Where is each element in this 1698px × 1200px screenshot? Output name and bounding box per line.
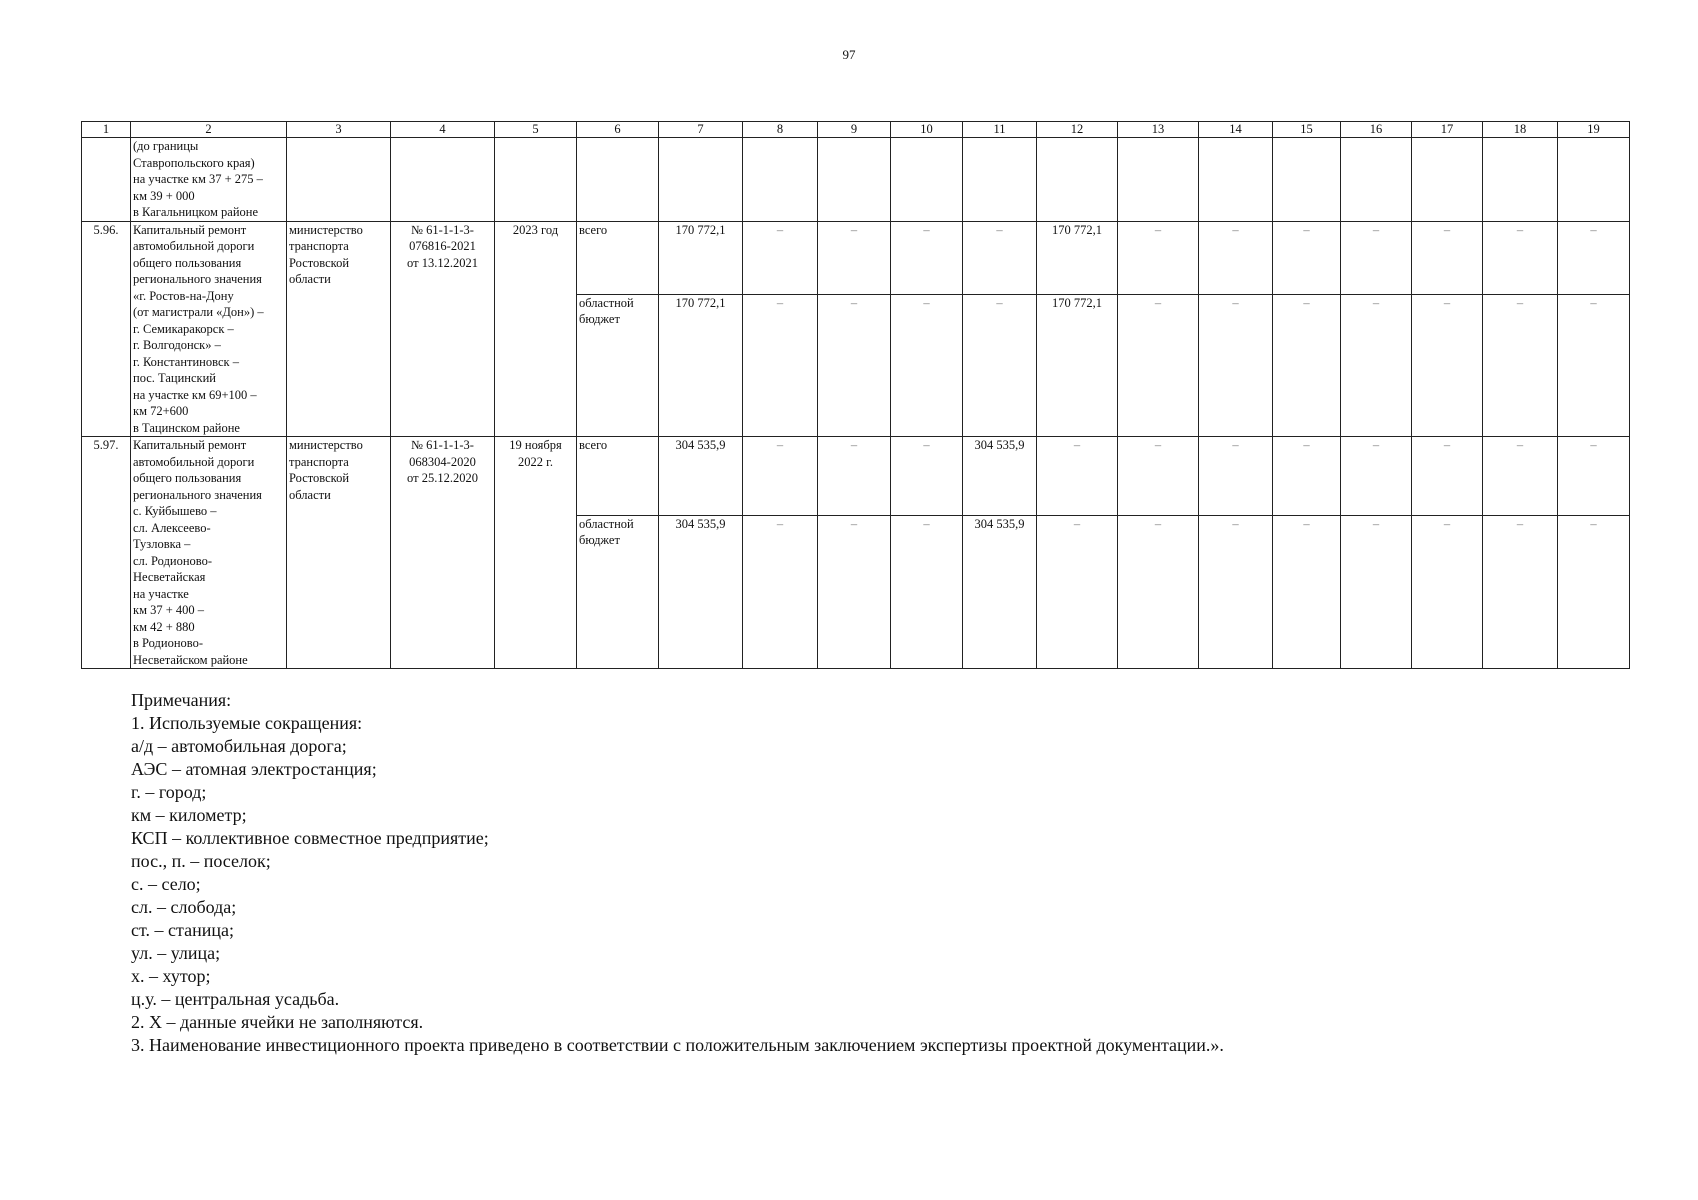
dash-cell: –	[1341, 515, 1412, 668]
dash-cell: –	[1118, 437, 1199, 516]
empty-cell	[818, 138, 891, 222]
dash-cell: –	[818, 437, 891, 516]
notes-title: Примечания:	[131, 690, 232, 710]
amount-cell: 170 772,1	[1037, 294, 1118, 436]
note-line: ул. – улица;	[131, 943, 221, 963]
funding-source-cell: всего	[577, 221, 659, 294]
note-line: а/д – автомобильная дорога;	[131, 736, 347, 756]
column-header: 12	[1037, 122, 1118, 138]
column-header: 15	[1273, 122, 1341, 138]
customer-cell: министерство транспорта Ростовской области	[287, 221, 391, 437]
dash-cell: –	[1483, 294, 1558, 436]
empty-cell	[82, 138, 131, 222]
empty-cell	[577, 138, 659, 222]
dash-cell: –	[1412, 294, 1483, 436]
amount-cell: 304 535,9	[963, 515, 1037, 668]
table-row	[82, 221, 1630, 294]
empty-cell	[1118, 138, 1199, 222]
column-header: 1	[82, 122, 131, 138]
funding-source-cell: всего	[577, 437, 659, 516]
row-number-cell: 5.97.	[82, 437, 131, 669]
column-header: 19	[1558, 122, 1630, 138]
empty-cell	[287, 138, 391, 222]
dash-cell: –	[1483, 437, 1558, 516]
dash-cell: –	[1483, 515, 1558, 668]
dash-cell: –	[963, 294, 1037, 436]
header-row	[82, 122, 1630, 138]
dash-cell: –	[743, 221, 818, 294]
dash-cell: –	[1273, 221, 1341, 294]
note-line: ст. – станица;	[131, 920, 234, 940]
dash-cell: –	[1273, 294, 1341, 436]
column-header: 16	[1341, 122, 1412, 138]
amount-cell: 304 535,9	[963, 437, 1037, 516]
empty-cell	[1483, 138, 1558, 222]
deadline-cell: 2023 год	[495, 221, 577, 437]
dash-cell: –	[1558, 515, 1630, 668]
note-line: г. – город;	[131, 782, 207, 802]
column-header: 13	[1118, 122, 1199, 138]
note-line: пос., п. – поселок;	[131, 851, 271, 871]
dash-cell: –	[1558, 437, 1630, 516]
column-header: 8	[743, 122, 818, 138]
dash-cell: –	[891, 515, 963, 668]
note-line: КСП – коллективное совместное предприятие;	[131, 828, 489, 848]
customer-cell: министерство транспорта Ростовской области	[287, 437, 391, 669]
empty-cell	[891, 138, 963, 222]
column-header: 7	[659, 122, 743, 138]
dash-cell: –	[743, 515, 818, 668]
column-header: 10	[891, 122, 963, 138]
dash-cell: –	[1412, 515, 1483, 668]
note-line: 3. Наименование инвестиционного проекта приведено в соответствии с положительным заключением экспертизы проектной документации.».	[131, 1035, 1224, 1055]
project-name-cell: Капитальный ремонт автомобильной дороги общего пользования регионального значения с. Куйбышево – сл. Алексеево- Тузловка – сл. Родионово- Несветайская на участке км 37 + 400 – км 42 + 880 в Родионово- Несветайском районе	[131, 437, 287, 669]
notes-block	[131, 689, 1611, 1057]
column-header: 3	[287, 122, 391, 138]
dash-cell: –	[743, 437, 818, 516]
dash-cell: –	[891, 221, 963, 294]
continuation-row	[82, 138, 1630, 222]
dash-cell: –	[1341, 437, 1412, 516]
expertise-cell: № 61-1-1-3- 076816-2021 от 13.12.2021	[391, 221, 495, 437]
dash-cell: –	[743, 294, 818, 436]
column-header: 2	[131, 122, 287, 138]
amount-cell: 170 772,1	[659, 294, 743, 436]
page-number: 97	[842, 47, 856, 62]
empty-cell	[1037, 138, 1118, 222]
column-header: 18	[1483, 122, 1558, 138]
empty-cell	[1199, 138, 1273, 222]
column-header: 14	[1199, 122, 1273, 138]
project-name-cell: Капитальный ремонт автомобильной дороги общего пользования регионального значения «г. Ростов-на-Дону (от магистрали «Дон») – г. Семикаракорск – г. Волгодонск» – г. Константиновск – пос. Тацинский на участке км 69+100 – км 72+600 в Тацинском районе	[131, 221, 287, 437]
note-line: ц.у. – центральная усадьба.	[131, 989, 340, 1009]
dash-cell: –	[1412, 437, 1483, 516]
dash-cell: –	[1037, 437, 1118, 516]
note-line: АЭС – атомная электростанция;	[131, 759, 377, 779]
dash-cell: –	[891, 294, 963, 436]
empty-cell	[495, 138, 577, 222]
empty-cell	[1412, 138, 1483, 222]
column-header: 6	[577, 122, 659, 138]
dash-cell: –	[1199, 294, 1273, 436]
column-header: 9	[818, 122, 891, 138]
dash-cell: –	[1558, 221, 1630, 294]
row-number-cell: 5.96.	[82, 221, 131, 437]
amount-cell: 304 535,9	[659, 437, 743, 516]
dash-cell: –	[1341, 221, 1412, 294]
investment-table	[81, 121, 1630, 669]
deadline-cell: 19 ноября 2022 г.	[495, 437, 577, 669]
project-name-cell: (до границы Ставропольского края) на участке км 37 + 275 – км 39 + 000 в Кагальницком районе	[131, 138, 287, 222]
column-header: 4	[391, 122, 495, 138]
dash-cell: –	[1483, 221, 1558, 294]
column-header: 11	[963, 122, 1037, 138]
empty-cell	[743, 138, 818, 222]
dash-cell: –	[818, 515, 891, 668]
dash-cell: –	[1273, 437, 1341, 516]
funding-source-cell: областной бюджет	[577, 515, 659, 668]
empty-cell	[1341, 138, 1412, 222]
table-row	[82, 437, 1630, 516]
empty-cell	[1273, 138, 1341, 222]
empty-cell	[963, 138, 1037, 222]
note-line: с. – село;	[131, 874, 201, 894]
dash-cell: –	[1558, 294, 1630, 436]
column-header: 5	[495, 122, 577, 138]
note-line: сл. – слобода;	[131, 897, 237, 917]
dash-cell: –	[963, 221, 1037, 294]
dash-cell: –	[891, 437, 963, 516]
amount-cell: 170 772,1	[659, 221, 743, 294]
dash-cell: –	[1037, 515, 1118, 668]
dash-cell: –	[1341, 294, 1412, 436]
dash-cell: –	[1199, 221, 1273, 294]
column-header: 17	[1412, 122, 1483, 138]
project-rows	[82, 221, 1630, 669]
dash-cell: –	[818, 294, 891, 436]
dash-cell: –	[1199, 437, 1273, 516]
dash-cell: –	[818, 221, 891, 294]
expertise-cell: № 61-1-1-3- 068304-2020 от 25.12.2020	[391, 437, 495, 669]
dash-cell: –	[1273, 515, 1341, 668]
amount-cell: 304 535,9	[659, 515, 743, 668]
note-line: км – километр;	[131, 805, 247, 825]
amount-cell: 170 772,1	[1037, 221, 1118, 294]
dash-cell: –	[1199, 515, 1273, 668]
funding-source-cell: областной бюджет	[577, 294, 659, 436]
note-line: 1. Используемые сокращения:	[131, 713, 363, 733]
empty-cell	[391, 138, 495, 222]
dash-cell: –	[1118, 515, 1199, 668]
empty-cell	[659, 138, 743, 222]
dash-cell: –	[1118, 221, 1199, 294]
empty-cell	[1558, 138, 1630, 222]
note-line: 2. Х – данные ячейки не заполняются.	[131, 1012, 424, 1032]
dash-cell: –	[1118, 294, 1199, 436]
note-line: х. – хутор;	[131, 966, 211, 986]
dash-cell: –	[1412, 221, 1483, 294]
